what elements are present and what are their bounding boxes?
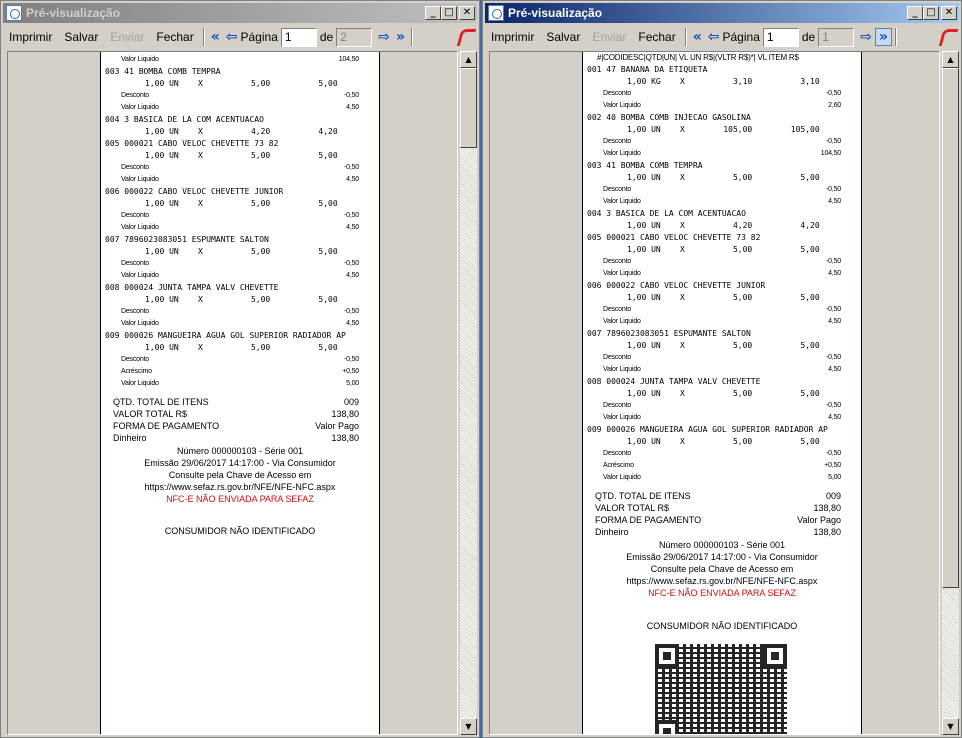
receipt-item-qty: 1,00 UN X 105,00 105,00 — [627, 125, 820, 134]
toolbar-separator — [685, 28, 687, 46]
sefaz-url: https://www.sefaz.rs.gov.br/NFE/NFE-NFC.aspx — [144, 482, 336, 492]
consult-text: Consulte pela Chave de Acesso em — [650, 564, 794, 574]
receipt-item: 001 47 BANANA DA ETIQUETA — [587, 65, 708, 74]
toolbar-separator — [411, 28, 413, 46]
close-icon[interactable]: ✕ — [941, 6, 957, 20]
receipt-value: 104,50 — [338, 56, 359, 63]
receipt-item: 006 000022 CABO VELOC CHEVETTE JUNIOR — [105, 187, 284, 196]
receipt-page — [582, 52, 862, 735]
receipt-item-qty: 1,00 UN X 5,00 5,00 — [627, 173, 820, 182]
receipt-item: 003 41 BOMBA COMB TEMPRA — [587, 161, 703, 170]
previous-page-icon[interactable]: ⇦ — [225, 29, 238, 45]
qr-code — [655, 644, 787, 735]
total-value-label: VALOR TOTAL R$ — [113, 409, 188, 419]
receipt-line: Desconto — [603, 402, 631, 409]
title-bar[interactable] — [3, 3, 477, 23]
page-number-input[interactable]: 1 — [763, 28, 799, 47]
receipt-value: 104,50 — [820, 150, 841, 157]
close-button[interactable]: Fechar — [638, 30, 676, 44]
receipt-item-qty: 1,00 UN X 4,20 4,20 — [627, 221, 820, 230]
payment-amount: 138,80 — [813, 527, 841, 537]
receipt-item: 007 7896023083051 ESPUMANTE SALTON — [105, 235, 269, 244]
receipt-value: 5,00 — [346, 380, 359, 387]
receipt-line: Valor Liquido — [121, 224, 159, 231]
receipt-value: -0,50 — [344, 260, 359, 267]
receipt-line: Desconto — [603, 306, 631, 313]
receipt-line: Desconto — [121, 308, 149, 315]
receipt-item-qty: 1,00 UN X 5,00 5,00 — [145, 79, 338, 88]
qr-finder — [655, 720, 679, 735]
receipt-value: -0,50 — [826, 186, 841, 193]
of-label: de — [801, 30, 816, 44]
page-number-input[interactable]: 1 — [281, 28, 317, 47]
toolbar-separator — [203, 28, 205, 46]
receipt-item-qty: 1,00 UN X 5,00 5,00 — [145, 199, 338, 208]
receipt-item: 005 000021 CABO VELOC CHEVETTE 73 82 — [105, 139, 279, 148]
consumer-status: CONSUMIDOR NÃO IDENTIFICADO — [164, 526, 316, 536]
maximize-icon[interactable]: □ — [923, 6, 939, 20]
total-value-value: 138,80 — [331, 409, 359, 419]
receipt-item-qty: 1,00 UN X 5,00 5,00 — [145, 151, 338, 160]
receipt-value: 5,00 — [828, 474, 841, 481]
last-page-icon[interactable]: » — [395, 29, 406, 45]
receipt-item: 006 000022 CABO VELOC CHEVETTE JUNIOR — [587, 281, 766, 290]
page-total-field: 1 — [818, 28, 854, 47]
payment-method-label: FORMA DE PAGAMENTO — [113, 421, 220, 431]
receipt-number: Número 000000103 - Série 001 — [176, 446, 304, 456]
page-label: Página — [722, 30, 760, 44]
receipt-line: Desconto — [121, 92, 149, 99]
logo-icon[interactable] — [937, 26, 959, 48]
receipt-line: Desconto — [121, 356, 149, 363]
app-icon — [488, 5, 504, 21]
consumer-status: CONSUMIDOR NÃO IDENTIFICADO — [646, 621, 798, 631]
receipt-line: Desconto — [603, 354, 631, 361]
next-page-icon[interactable]: ⇨ — [860, 29, 872, 45]
receipt-line: Valor Liquido — [603, 150, 641, 157]
title-bar[interactable] — [485, 3, 959, 23]
payment-amount: 138,80 — [331, 433, 359, 443]
receipt-line: Valor Liquido — [121, 176, 159, 183]
receipt-value: +0,50 — [824, 462, 841, 469]
next-page-icon[interactable]: ⇨ — [378, 29, 390, 45]
receipt-item: 008 000024 JUNTA TAMPA VALV CHEVETTE — [105, 283, 279, 292]
print-button[interactable]: Imprimir — [9, 30, 53, 44]
receipt-line: Desconto — [603, 138, 631, 145]
of-label: de — [319, 30, 334, 44]
total-items-value: 009 — [343, 397, 359, 407]
receipt-line: Valor Liquido — [121, 320, 159, 327]
send-button[interactable]: Enviar — [110, 30, 145, 44]
receipt-item: 009 000026 MANGUEIRA AGUA GOL SUPERIOR RADIADOR AP — [105, 331, 346, 340]
payment-amount-label: Valor Pago — [797, 515, 841, 525]
receipt-item: 008 000024 JUNTA TAMPA VALV CHEVETTE — [587, 377, 761, 386]
receipt-item: 002 40 BOMBA COMB INJECAO GASOLINA — [587, 113, 751, 122]
qr-finder — [655, 644, 679, 668]
page-total-field: 2 — [336, 28, 372, 47]
receipt-item-qty: 1,00 UN X 5,00 5,00 — [627, 293, 820, 302]
receipt-line: Valor Liquido — [121, 104, 159, 111]
preview-viewport[interactable] — [489, 51, 940, 735]
receipt-item: 004 3 BASICA DE LA COM ACENTUACAO — [105, 115, 264, 124]
receipt-value: 4,50 — [828, 414, 841, 421]
receipt-line: Acréscimo — [121, 368, 152, 375]
receipt-line: Valor Liquido — [603, 414, 641, 421]
payment-amount-label: Valor Pago — [315, 421, 359, 431]
receipt-line: Valor Liquido — [603, 366, 641, 373]
minimize-icon[interactable]: _ — [425, 6, 441, 20]
payment-method-label: FORMA DE PAGAMENTO — [595, 515, 702, 525]
preview-window-left[interactable] — [0, 0, 480, 738]
scroll-up-icon[interactable]: ▲ — [460, 51, 477, 68]
first-page-icon[interactable]: « — [210, 29, 220, 45]
vertical-scrollbar[interactable] — [942, 51, 959, 735]
send-button[interactable]: Enviar — [592, 30, 627, 44]
scroll-thumb[interactable] — [460, 68, 477, 148]
receipt-item: 009 000026 MANGUEIRA AGUA GOL SUPERIOR RADIADOR AP — [587, 425, 828, 434]
total-value-value: 138,80 — [813, 503, 841, 513]
receipt-value: -0,50 — [826, 306, 841, 313]
receipt-item-qty: 1,00 UN X 5,00 5,00 — [627, 245, 820, 254]
qr-finder — [763, 644, 787, 668]
receipt-value: -0,50 — [826, 450, 841, 457]
receipt-number: Número 000000103 - Série 001 — [658, 540, 786, 550]
scroll-thumb[interactable] — [942, 68, 959, 588]
window-title: Pré-visualização — [26, 6, 121, 20]
vertical-scrollbar[interactable] — [460, 51, 477, 735]
total-value-label: VALOR TOTAL R$ — [595, 503, 670, 513]
first-page-icon[interactable]: « — [692, 29, 702, 45]
window-title: Pré-visualização — [508, 6, 603, 20]
save-button[interactable]: Salvar — [546, 30, 581, 44]
sefaz-url: https://www.sefaz.rs.gov.br/NFE/NFE-NFC.aspx — [626, 576, 818, 586]
not-sent-warning: NFC-E NÃO ENVIADA PARA SEFAZ — [166, 494, 314, 504]
last-page-icon[interactable]: » — [875, 28, 892, 46]
receipt-item-qty: 1,00 UN X 5,00 5,00 — [627, 437, 820, 446]
receipt-value: 4,50 — [346, 320, 359, 327]
receipt-item: 003 41 BOMBA COMB TEMPRA — [105, 67, 221, 76]
receipt-value: 2,60 — [828, 102, 841, 109]
receipt-value: 4,50 — [346, 272, 359, 279]
toolbar-separator — [895, 28, 897, 46]
receipt-value: 4,50 — [828, 270, 841, 277]
receipt-line: Desconto — [603, 90, 631, 97]
app-icon — [6, 5, 22, 21]
receipt-value: -0,50 — [344, 164, 359, 171]
receipt-value: -0,50 — [826, 90, 841, 97]
toolbar — [485, 25, 959, 49]
total-items-label: QTD. TOTAL DE ITENS — [113, 397, 209, 407]
receipt-value: -0,50 — [826, 258, 841, 265]
scroll-down-icon[interactable]: ▼ — [460, 718, 477, 735]
receipt-line: Valor Liquido — [121, 380, 159, 387]
total-items-value: 009 — [825, 491, 841, 501]
preview-viewport[interactable] — [7, 51, 458, 735]
receipt-item-qty: 1,00 UN X 5,00 5,00 — [145, 343, 338, 352]
toolbar — [3, 25, 477, 49]
save-button[interactable]: Salvar — [64, 30, 99, 44]
receipt-value: 4,50 — [346, 104, 359, 111]
scroll-down-icon[interactable]: ▼ — [942, 718, 959, 735]
preview-window-right[interactable] — [482, 0, 962, 738]
receipt-value: +0,50 — [342, 368, 359, 375]
receipt-line: Desconto — [121, 164, 149, 171]
receipt-value: 4,50 — [828, 198, 841, 205]
receipt-value: 4,50 — [828, 318, 841, 325]
receipt-line: Desconto — [121, 212, 149, 219]
receipt-line: Desconto — [603, 186, 631, 193]
receipt-item-qty: 1,00 UN X 4,20 4,20 — [145, 127, 338, 136]
receipt-line: Desconto — [603, 450, 631, 457]
receipt-item-qty: 1,00 UN X 5,00 5,00 — [627, 389, 820, 398]
receipt-line: Desconto — [121, 260, 149, 267]
page-label: Página — [240, 30, 278, 44]
payment-method: Dinheiro — [113, 433, 147, 443]
receipt-item-qty: 1,00 UN X 5,00 5,00 — [145, 247, 338, 256]
consult-text: Consulte pela Chave de Acesso em — [168, 470, 312, 480]
receipt-item: 007 7896023083051 ESPUMANTE SALTON — [587, 329, 751, 338]
receipt-value: -0,50 — [344, 308, 359, 315]
receipt-value: -0,50 — [826, 402, 841, 409]
receipt-item: 005 000021 CABO VELOC CHEVETTE 73 82 — [587, 233, 761, 242]
receipt-item-qty: 1,00 UN X 5,00 5,00 — [145, 295, 338, 304]
receipt-value: -0,50 — [344, 212, 359, 219]
print-button[interactable]: Imprimir — [491, 30, 535, 44]
receipt-line: Valor Liquido — [603, 102, 641, 109]
receipt-item: 004 3 BASICA DE LA COM ACENTUACAO — [587, 209, 746, 218]
receipt-line: Valor Liquido — [603, 198, 641, 205]
previous-page-icon[interactable]: ⇦ — [707, 29, 720, 45]
maximize-icon[interactable]: □ — [441, 6, 457, 20]
receipt-item-qty: 1,00 KG X 3,10 3,10 — [627, 77, 820, 86]
receipt-value: 4,50 — [346, 224, 359, 231]
receipt-item-qty: 1,00 UN X 5,00 5,00 — [627, 341, 820, 350]
receipt-value: -0,50 — [344, 356, 359, 363]
close-button[interactable]: Fechar — [156, 30, 194, 44]
receipt-line: Acréscimo — [603, 462, 634, 469]
receipt-line: Desconto — [603, 258, 631, 265]
receipt-line: Valor Liquido — [603, 318, 641, 325]
payment-method: Dinheiro — [595, 527, 629, 537]
receipt-line: Valor Liquido — [121, 56, 159, 63]
scroll-up-icon[interactable]: ▲ — [942, 51, 959, 68]
receipt-value: -0,50 — [826, 354, 841, 361]
receipt-value: -0,50 — [344, 92, 359, 99]
receipt-value: 4,50 — [346, 176, 359, 183]
receipt-value: -0,50 — [826, 138, 841, 145]
not-sent-warning: NFC-E NÃO ENVIADA PARA SEFAZ — [648, 588, 796, 598]
emission-info: Emissão 29/06/2017 14:17:00 - Via Consumidor — [144, 458, 336, 468]
close-icon[interactable]: ✕ — [459, 6, 475, 20]
minimize-icon[interactable]: _ — [907, 6, 923, 20]
receipt-line: Valor Liquido — [121, 272, 159, 279]
emission-info: Emissão 29/06/2017 14:17:00 - Via Consumidor — [626, 552, 818, 562]
total-items-label: QTD. TOTAL DE ITENS — [595, 491, 691, 501]
receipt-line: Valor Liquido — [603, 270, 641, 277]
receipt-page — [100, 52, 380, 735]
logo-icon[interactable] — [455, 26, 477, 48]
receipt-line: Valor Liquido — [603, 474, 641, 481]
receipt-value: 4,50 — [828, 366, 841, 373]
receipt-header: #|CODIDESC|QTD|UN| VL UN R$|(VLTR R$)*| VL ITEM R$ — [597, 53, 799, 62]
